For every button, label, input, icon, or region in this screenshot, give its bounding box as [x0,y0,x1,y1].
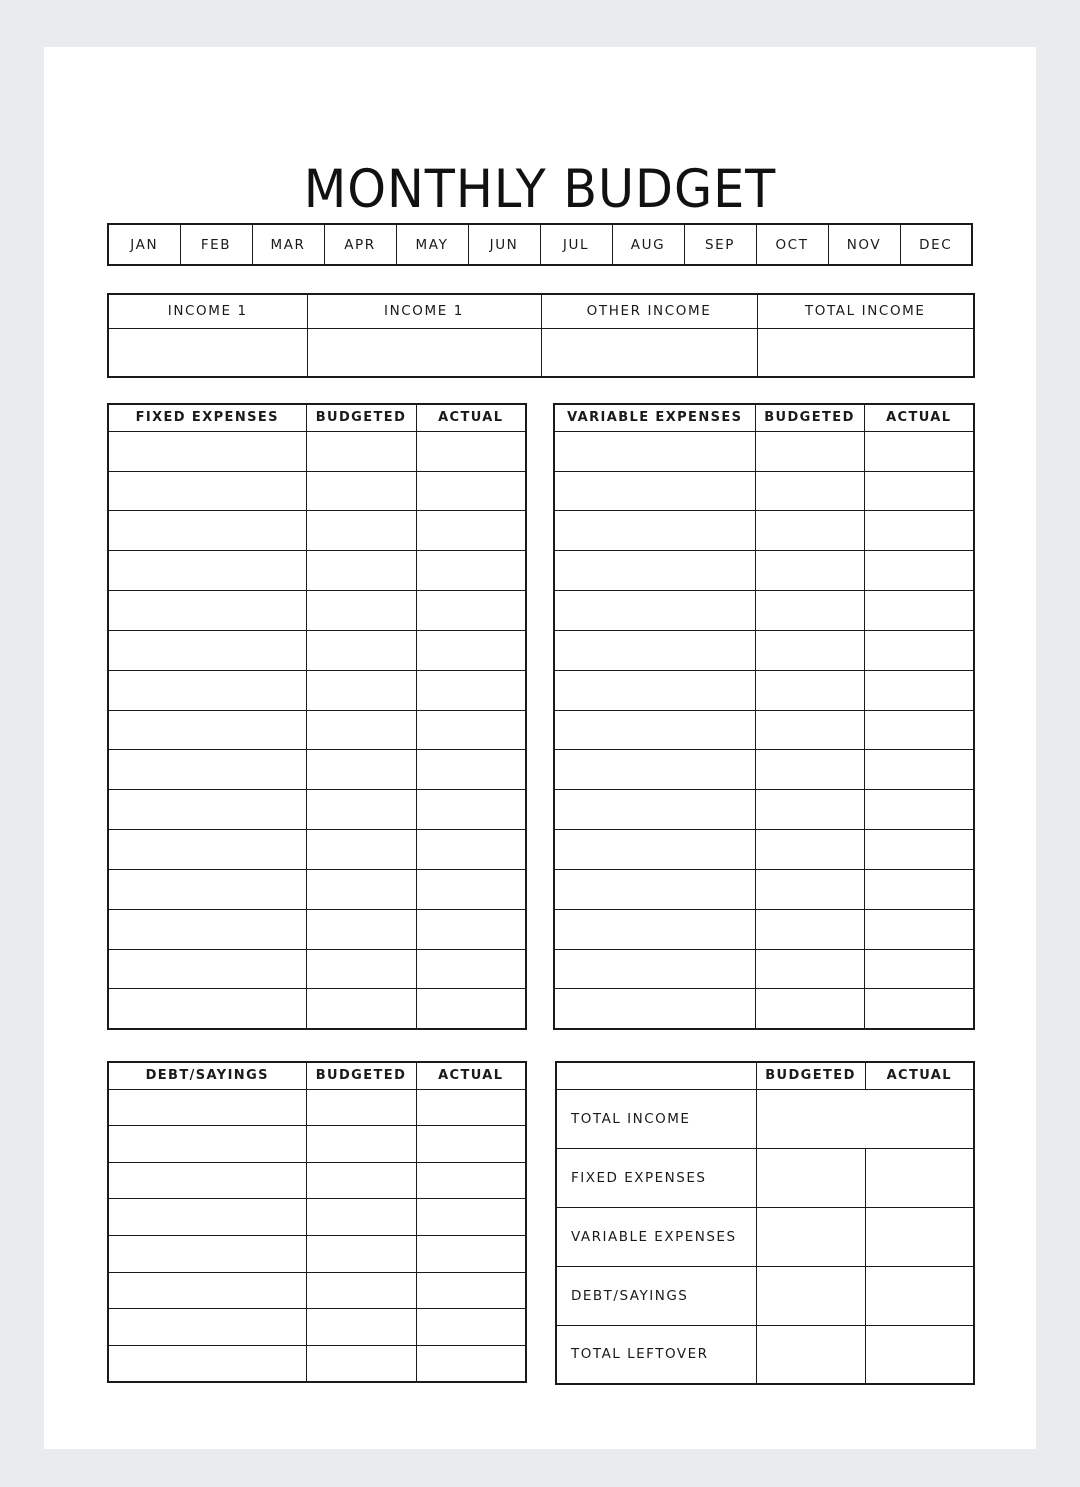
fixed-actual-cell[interactable] [416,511,526,551]
variable-item-cell[interactable] [554,471,755,511]
fixed-item-cell[interactable] [108,431,306,471]
debt-actual-cell[interactable] [416,1309,526,1346]
table-row [108,869,526,909]
table-row [554,949,974,989]
month-mar[interactable]: MAR [252,224,324,265]
table-row [108,1236,526,1273]
table-row [108,989,526,1029]
month-sep[interactable]: SEP [684,224,756,265]
variable-actual-cell[interactable] [864,830,974,870]
debt-actual-cell[interactable] [416,1345,526,1382]
fixed-budgeted-cell[interactable] [306,431,416,471]
fixed-actual-cell[interactable] [416,471,526,511]
variable-actual-cell[interactable] [864,909,974,949]
debt-budgeted-cell[interactable] [306,1309,416,1346]
table-row [554,909,974,949]
variable-budgeted-cell[interactable] [755,830,864,870]
table-row [108,511,526,551]
variable-budgeted-cell[interactable] [755,511,864,551]
table-row [556,1207,974,1266]
total-income-field[interactable] [757,328,974,377]
summary-row-label: TOTAL INCOME [556,1089,756,1148]
table-row [108,830,526,870]
debt-budgeted-cell[interactable] [306,1089,416,1126]
variable-budgeted-cell[interactable] [755,670,864,710]
summary-budgeted-cell[interactable] [756,1207,865,1266]
variable-budgeted-cell[interactable] [755,869,864,909]
fixed-budgeted-cell[interactable] [306,909,416,949]
income-1-header: INCOME 1 [108,294,307,328]
summary-actual-cell[interactable] [865,1266,974,1325]
debt-actual-cell[interactable] [416,1126,526,1163]
variable-budgeted-cell[interactable] [755,471,864,511]
summary-row-label: VARIABLE EXPENSES [556,1207,756,1266]
variable-item-cell[interactable] [554,869,755,909]
fixed-actual-cell[interactable] [416,949,526,989]
summary-actual-header: ACTUAL [865,1062,974,1089]
summary-budgeted-header: BUDGETED [756,1062,865,1089]
variable-item-cell[interactable] [554,750,755,790]
table-row [108,750,526,790]
variable-actual-cell[interactable] [864,630,974,670]
fixed-actual-cell[interactable] [416,551,526,591]
table-row [554,989,974,1029]
fixed-item-cell[interactable] [108,949,306,989]
fixed-budgeted-cell[interactable] [306,790,416,830]
table-row [556,1148,974,1207]
table-row [108,790,526,830]
summary-budgeted-cell[interactable] [756,1266,865,1325]
fixed-actual-cell[interactable] [416,830,526,870]
fixed-actual-cell[interactable] [416,670,526,710]
variable-item-cell[interactable] [554,909,755,949]
table-row [554,511,974,551]
table-row [108,591,526,631]
variable-actual-cell[interactable] [864,670,974,710]
variable-budgeted-cell[interactable] [755,630,864,670]
variable-item-cell[interactable] [554,989,755,1029]
fixed-budgeted-cell[interactable] [306,830,416,870]
debt-budgeted-header: BUDGETED [306,1062,416,1089]
table-row [108,710,526,750]
fixed-actual-cell[interactable] [416,869,526,909]
debt-item-cell[interactable] [108,1126,306,1163]
variable-budgeted-cell[interactable] [755,431,864,471]
fixed-actual-cell[interactable] [416,790,526,830]
fixed-budgeted-cell[interactable] [306,869,416,909]
variable-actual-cell[interactable] [864,750,974,790]
table-row [108,1089,526,1126]
total-income-header: TOTAL INCOME [757,294,974,328]
fixed-item-cell[interactable] [108,710,306,750]
budget-sheet [44,47,1036,1449]
summary-budgeted-cell[interactable] [756,1148,865,1207]
variable-item-cell[interactable] [554,670,755,710]
fixed-item-cell[interactable] [108,989,306,1029]
debt-actual-cell[interactable] [416,1272,526,1309]
page-title: MONTHLY BUDGET [303,159,777,220]
debt-savings-table [107,1061,527,1383]
table-row [108,630,526,670]
table-row [554,670,974,710]
month-jan[interactable]: JAN [108,224,180,265]
variable-item-cell[interactable] [554,710,755,750]
month-jul[interactable]: JUL [540,224,612,265]
fixed-item-cell[interactable] [108,670,306,710]
table-row [554,830,974,870]
debt-item-cell[interactable] [108,1199,306,1236]
fixed-budgeted-cell[interactable] [306,591,416,631]
debt-item-cell[interactable] [108,1089,306,1126]
table-row [554,591,974,631]
month-oct[interactable]: OCT [756,224,828,265]
month-aug[interactable]: AUG [612,224,684,265]
variable-actual-cell[interactable] [864,431,974,471]
table-row [556,1325,974,1384]
variable-budgeted-header: BUDGETED [755,404,864,431]
variable-actual-cell[interactable] [864,869,974,909]
variable-budgeted-cell[interactable] [755,750,864,790]
fixed-item-cell[interactable] [108,909,306,949]
summary-actual-cell[interactable] [865,1325,974,1384]
fixed-item-cell[interactable] [108,790,306,830]
fixed-actual-cell[interactable] [416,710,526,750]
variable-expenses-table [553,403,975,1030]
month-jun[interactable]: JUN [468,224,540,265]
fixed-budgeted-cell[interactable] [306,630,416,670]
variable-budgeted-cell[interactable] [755,551,864,591]
debt-actual-cell[interactable] [416,1236,526,1273]
table-row [108,909,526,949]
debt-item-cell[interactable] [108,1272,306,1309]
summary-total-income-cell[interactable] [756,1089,974,1148]
fixed-item-cell[interactable] [108,750,306,790]
table-row [108,670,526,710]
variable-item-cell[interactable] [554,431,755,471]
fixed-budgeted-cell[interactable] [306,670,416,710]
debt-savings-header: DEBT/SAYINGS [108,1062,306,1089]
table-row [556,1266,974,1325]
table-row [108,1126,526,1163]
debt-actual-cell[interactable] [416,1199,526,1236]
table-row [108,1309,526,1346]
summary-row-label: FIXED EXPENSES [556,1148,756,1207]
variable-actual-cell[interactable] [864,511,974,551]
table-row [554,790,974,830]
month-selector [107,223,973,266]
variable-item-cell[interactable] [554,790,755,830]
table-row [108,1272,526,1309]
fixed-actual-cell[interactable] [416,989,526,1029]
other-income-field[interactable] [541,328,757,377]
fixed-item-cell[interactable] [108,551,306,591]
summary-budgeted-cell[interactable] [756,1325,865,1384]
variable-item-cell[interactable] [554,511,755,551]
fixed-budgeted-cell[interactable] [306,949,416,989]
debt-item-cell[interactable] [108,1236,306,1273]
fixed-item-cell[interactable] [108,869,306,909]
summary-row-label: TOTAL LEFTOVER [556,1325,756,1384]
fixed-actual-header: ACTUAL [416,404,526,431]
variable-item-cell[interactable] [554,949,755,989]
summary-actual-cell[interactable] [865,1207,974,1266]
income-2-header: INCOME 1 [307,294,541,328]
month-dec[interactable]: DEC [900,224,972,265]
variable-budgeted-cell[interactable] [755,989,864,1029]
fixed-item-cell[interactable] [108,471,306,511]
table-row [554,869,974,909]
variable-budgeted-cell[interactable] [755,909,864,949]
debt-item-cell[interactable] [108,1162,306,1199]
summary-blank-header [556,1062,756,1089]
variable-item-cell[interactable] [554,591,755,631]
income-table [107,293,975,378]
table-row [556,1089,974,1148]
debt-item-cell[interactable] [108,1309,306,1346]
month-may[interactable]: MAY [396,224,468,265]
fixed-expenses-header: FIXED EXPENSES [108,404,306,431]
table-row [554,630,974,670]
variable-expenses-header: VARIABLE EXPENSES [554,404,755,431]
debt-budgeted-cell[interactable] [306,1345,416,1382]
variable-budgeted-cell[interactable] [755,790,864,830]
fixed-expenses-table [107,403,527,1030]
income-1-field[interactable] [108,328,307,377]
table-row [108,1345,526,1382]
variable-actual-cell[interactable] [864,790,974,830]
fixed-budgeted-cell[interactable] [306,750,416,790]
table-row [554,431,974,471]
debt-budgeted-cell[interactable] [306,1199,416,1236]
variable-budgeted-cell[interactable] [755,710,864,750]
table-row [108,1162,526,1199]
variable-actual-cell[interactable] [864,471,974,511]
fixed-item-cell[interactable] [108,591,306,631]
month-feb[interactable]: FEB [180,224,252,265]
fixed-budgeted-cell[interactable] [306,471,416,511]
variable-budgeted-cell[interactable] [755,949,864,989]
table-row [108,949,526,989]
month-apr[interactable]: APR [324,224,396,265]
fixed-budgeted-header: BUDGETED [306,404,416,431]
debt-budgeted-cell[interactable] [306,1236,416,1273]
debt-actual-cell[interactable] [416,1089,526,1126]
fixed-actual-cell[interactable] [416,750,526,790]
table-row [108,471,526,511]
month-nov[interactable]: NOV [828,224,900,265]
table-row [108,551,526,591]
variable-budgeted-cell[interactable] [755,591,864,631]
fixed-actual-cell[interactable] [416,591,526,631]
fixed-budgeted-cell[interactable] [306,551,416,591]
fixed-budgeted-cell[interactable] [306,511,416,551]
fixed-item-cell[interactable] [108,630,306,670]
fixed-item-cell[interactable] [108,830,306,870]
fixed-item-cell[interactable] [108,511,306,551]
debt-budgeted-cell[interactable] [306,1272,416,1309]
table-row [554,471,974,511]
summary-actual-cell[interactable] [865,1148,974,1207]
debt-actual-cell[interactable] [416,1162,526,1199]
summary-table [555,1061,975,1385]
fixed-budgeted-cell[interactable] [306,989,416,1029]
variable-item-cell[interactable] [554,830,755,870]
other-income-header: OTHER INCOME [541,294,757,328]
variable-actual-cell[interactable] [864,591,974,631]
variable-item-cell[interactable] [554,551,755,591]
variable-item-cell[interactable] [554,630,755,670]
debt-actual-header: ACTUAL [416,1062,526,1089]
income-2-field[interactable] [307,328,541,377]
debt-budgeted-cell[interactable] [306,1126,416,1163]
summary-row-label: DEBT/SAYINGS [556,1266,756,1325]
table-row [554,750,974,790]
variable-actual-header: ACTUAL [864,404,974,431]
variable-actual-cell[interactable] [864,551,974,591]
fixed-actual-cell[interactable] [416,431,526,471]
table-row [554,551,974,591]
variable-actual-cell[interactable] [864,710,974,750]
fixed-budgeted-cell[interactable] [306,710,416,750]
fixed-actual-cell[interactable] [416,630,526,670]
table-row [108,431,526,471]
debt-budgeted-cell[interactable] [306,1162,416,1199]
table-row [554,710,974,750]
variable-actual-cell[interactable] [864,989,974,1029]
variable-actual-cell[interactable] [864,949,974,989]
fixed-actual-cell[interactable] [416,909,526,949]
table-row [108,1199,526,1236]
debt-item-cell[interactable] [108,1345,306,1382]
